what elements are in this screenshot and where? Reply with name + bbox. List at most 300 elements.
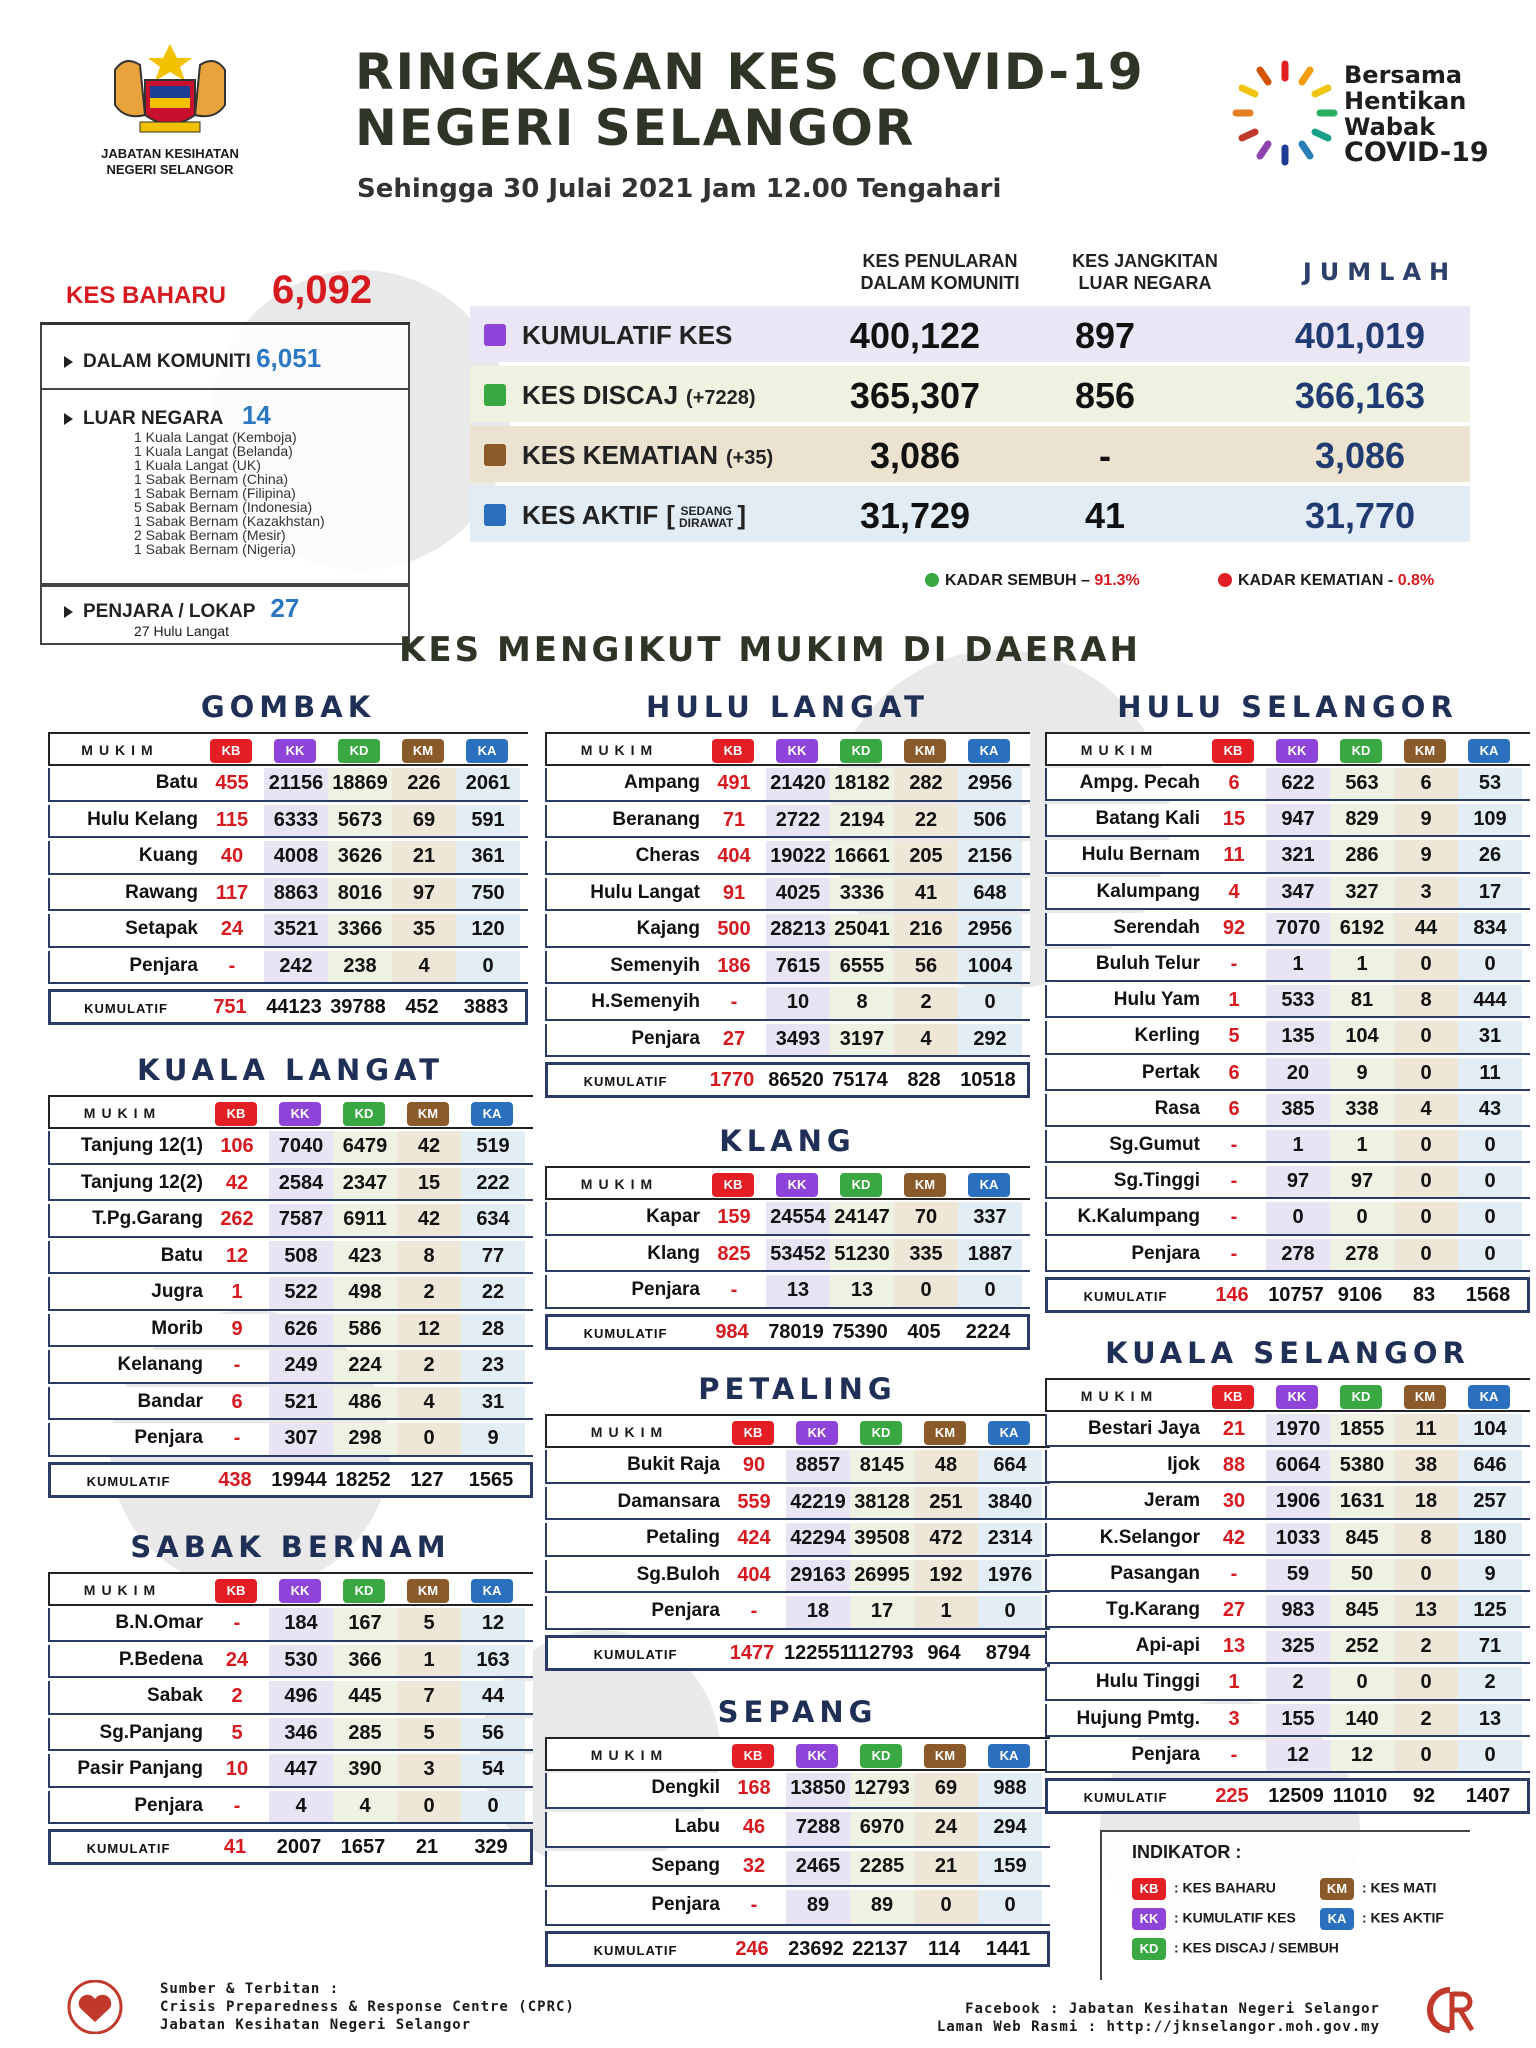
- kk-cell: 3521: [264, 914, 328, 946]
- kb-cell: 40: [220, 845, 244, 867]
- ka-cell: 22: [461, 1277, 525, 1309]
- kd-cell: 224: [333, 1350, 397, 1382]
- summary-row: [470, 486, 1470, 542]
- ka-cell: 11: [1458, 1058, 1522, 1089]
- km-cell: 6: [1394, 768, 1458, 799]
- kk-cell: 622: [1266, 768, 1330, 799]
- ka-cell: 519: [461, 1131, 525, 1163]
- kd-cell: 423: [333, 1241, 397, 1273]
- kd-cell: 38128: [850, 1487, 914, 1519]
- km-cell: 69: [914, 1773, 978, 1807]
- page-subtitle: Sehingga 30 Julai 2021 Jam 12.00 Tengahari: [357, 174, 1002, 204]
- km-cell: 0: [1394, 949, 1458, 980]
- km-cell: 216: [894, 914, 958, 946]
- kk-cell: 28213: [766, 914, 830, 946]
- summary-total-value: 366,163: [1294, 375, 1426, 416]
- kk-cell: 8857: [786, 1450, 850, 1482]
- kk-cell: 1: [1266, 1130, 1330, 1161]
- mukim-name: Sepang: [651, 1855, 720, 1876]
- table-row: [545, 1239, 1030, 1273]
- cumulative-label: KUMULATIF: [1083, 1288, 1168, 1304]
- kk-badge: KK: [279, 1579, 321, 1603]
- color-square-icon: [484, 504, 506, 526]
- mukim-name: Sg.Tinggi: [1113, 1170, 1200, 1192]
- table-row: [48, 1241, 533, 1275]
- cumulative-row: [48, 989, 528, 1025]
- kd-cell: 338: [1330, 1094, 1394, 1125]
- cumulative-label: KUMULATIF: [593, 1646, 678, 1662]
- km-cell: 0: [1394, 1021, 1458, 1052]
- mukim-name: Kalumpang: [1096, 880, 1200, 902]
- mukim-name: Cheras: [635, 845, 700, 866]
- department-name: JABATAN KESIHATAN NEGERI SELANGOR: [101, 146, 239, 177]
- table-row: [1045, 877, 1530, 910]
- table-row: [48, 805, 528, 839]
- mukim-header: MUKIM: [580, 1176, 659, 1192]
- mukim-name: Buluh Telur: [1095, 953, 1200, 974]
- mukim-name: Penjara: [651, 1600, 720, 1621]
- kk-cell: 135: [1266, 1021, 1330, 1052]
- kb-cell: -: [233, 1794, 241, 1817]
- kb-cell: -: [1230, 1170, 1238, 1193]
- new-cases-label: KES BAHARU: [66, 282, 227, 309]
- table-row: [1045, 1239, 1530, 1272]
- table-row: [545, 1812, 1050, 1848]
- km-cell: 4: [392, 951, 456, 983]
- kd-cell: 3336: [830, 878, 894, 910]
- km-cell: 56: [894, 951, 958, 983]
- table-row: [1045, 913, 1530, 946]
- mukim-name: P.Bedena: [118, 1648, 203, 1670]
- kb-cell: 21: [1222, 1418, 1246, 1440]
- kk-cell: 1: [1266, 949, 1330, 980]
- kk-cell: 20: [1266, 1058, 1330, 1089]
- ka-cell: 2156: [958, 841, 1022, 873]
- cumulative-km-cell: 452: [405, 996, 439, 1018]
- cumulative-label: KUMULATIF: [1083, 1790, 1168, 1805]
- ka-cell: 2061: [456, 768, 520, 800]
- kd-cell: 12793: [850, 1773, 914, 1807]
- cumulative-ka-cell: 2224: [965, 1320, 1011, 1343]
- km-cell: 251: [914, 1487, 978, 1519]
- ka-cell: 222: [461, 1168, 525, 1200]
- table-row: [48, 841, 528, 875]
- facebook-link[interactable]: Facebook : Jabatan Kesihatan Negeri Selangor: [965, 2001, 1380, 2017]
- km-cell: 12: [397, 1314, 461, 1346]
- kd-cell: 81: [1330, 985, 1394, 1016]
- community-cases-value: 6,051: [256, 343, 322, 373]
- kk-cell: 533: [1266, 985, 1330, 1016]
- table-row: [48, 1387, 533, 1421]
- kk-cell: 13: [766, 1275, 830, 1307]
- ka-cell: 0: [456, 951, 520, 983]
- prison-cases-note: 27 Hulu Langat: [134, 623, 229, 639]
- kd-cell: 238: [328, 951, 392, 983]
- kd-cell: 89: [850, 1890, 914, 1924]
- table-row: [48, 1277, 533, 1311]
- kk-cell: 7040: [269, 1131, 333, 1163]
- cumulative-km-cell: 92: [1412, 1785, 1436, 1807]
- km-cell: 21: [914, 1851, 978, 1885]
- kk-cell: 13850: [786, 1773, 850, 1807]
- kd-cell: 140: [1330, 1704, 1394, 1735]
- kb-cell: 6: [1228, 1061, 1240, 1084]
- table-row: [1045, 949, 1530, 982]
- table-row: [1045, 985, 1530, 1018]
- km-cell: 9: [1394, 804, 1458, 835]
- page-title: RINGKASAN KES COVID-19 NEGERI SELANGOR: [355, 43, 1145, 157]
- table-header: [545, 1737, 1050, 1771]
- kk-cell: 24554: [766, 1202, 830, 1234]
- mukim-name: Hulu Yam: [1113, 989, 1200, 1011]
- prison-cases-value: 27: [270, 593, 300, 623]
- kk-cell: 626: [269, 1314, 333, 1346]
- mukim-name: Penjara: [1131, 1242, 1200, 1264]
- kd-badge: KD: [840, 1173, 882, 1197]
- district-name: KUALA SELANGOR: [1105, 1336, 1470, 1370]
- kd-cell: 6555: [830, 951, 894, 983]
- section-title: KES MENGIKUT MUKIM DI DAERAH: [399, 630, 1141, 670]
- kd-cell: 0: [1330, 1202, 1394, 1233]
- bullet-icon: [64, 606, 73, 618]
- table-row: [545, 878, 1030, 912]
- km-cell: 42: [397, 1131, 461, 1163]
- legend-item-kb: KB : KES BAHARU: [1132, 1878, 1276, 1900]
- website-link[interactable]: Laman Web Rasmi : http://jknselangor.moh.gov.my: [936, 2019, 1380, 2035]
- cumulative-kb-cell: 246: [735, 1938, 769, 1960]
- ka-cell: 591: [456, 805, 520, 837]
- cumulative-ka-cell: 10518: [960, 1069, 1016, 1091]
- district-name: HULU SELANGOR: [1117, 690, 1458, 724]
- km-cell: 24: [914, 1812, 978, 1846]
- kk-cell: 508: [269, 1241, 333, 1273]
- kb-cell: -: [750, 1894, 758, 1916]
- kd-cell: 3626: [328, 841, 392, 873]
- ka-badge: KA: [988, 1421, 1030, 1445]
- kd-cell: 1: [1330, 949, 1394, 980]
- cumulative-kk-cell: 10757: [1268, 1283, 1324, 1306]
- ka-cell: 56: [461, 1718, 525, 1750]
- table-row: [545, 1851, 1050, 1887]
- kk-cell: 3493: [766, 1024, 830, 1056]
- kb-cell: 1: [1228, 989, 1240, 1012]
- mukim-name: Ampg. Pecah: [1079, 772, 1200, 793]
- km-cell: 1: [397, 1645, 461, 1677]
- kd-cell: 17: [850, 1596, 914, 1628]
- kb-cell: 825: [717, 1242, 751, 1265]
- mukim-name: Ijok: [1167, 1454, 1200, 1476]
- kk-cell: 8863: [264, 878, 328, 910]
- ka-cell: 159: [978, 1851, 1042, 1885]
- km-badge: KM: [924, 1421, 966, 1445]
- kk-cell: 10: [766, 987, 830, 1019]
- cumulative-kb-cell: 984: [715, 1320, 749, 1343]
- cumulative-km-cell: 114: [927, 1938, 961, 1960]
- summary-row: [470, 366, 1470, 422]
- ka-cell: 12: [461, 1608, 525, 1640]
- mukim-header: MUKIM: [83, 1582, 162, 1598]
- ka-cell: 31: [1458, 1021, 1522, 1052]
- km-cell: 2: [397, 1277, 461, 1309]
- kb-cell: 4: [1228, 880, 1240, 903]
- cumulative-row: [545, 1314, 1030, 1350]
- footer-contact: [850, 2000, 1380, 2036]
- kb-badge: KB: [1212, 739, 1254, 763]
- cumulative-ka-cell: 1568: [1465, 1283, 1511, 1306]
- kb-cell: 159: [717, 1206, 751, 1228]
- kk-cell: 2: [1266, 1667, 1330, 1698]
- ka-cell: 13: [1458, 1704, 1522, 1735]
- ka-cell: 646: [1458, 1450, 1522, 1481]
- table-row: [545, 1450, 1050, 1484]
- ka-cell: 292: [958, 1024, 1022, 1056]
- kb-cell: 559: [737, 1490, 771, 1513]
- kd-cell: 390: [333, 1754, 397, 1786]
- kd-cell: 12: [1330, 1740, 1394, 1771]
- overseas-cases-box: [40, 390, 410, 585]
- mukim-name: Pasangan: [1110, 1562, 1200, 1584]
- kb-cell: 106: [220, 1135, 254, 1157]
- km-cell: 97: [392, 878, 456, 910]
- mukim-name: Ampang: [624, 772, 700, 793]
- table-header: [545, 1166, 1030, 1200]
- table-row: [48, 1681, 533, 1715]
- kd-cell: 829: [1330, 804, 1394, 835]
- mukim-name: Jeram: [1144, 1490, 1200, 1512]
- cumulative-kd-cell: 75390: [832, 1320, 888, 1343]
- table-row: [545, 1523, 1050, 1557]
- ka-badge: KA: [1468, 739, 1510, 763]
- kk-cell: 6064: [1266, 1450, 1330, 1481]
- kk-cell: 7587: [269, 1204, 333, 1236]
- cumulative-ka-cell: 3883: [463, 996, 509, 1018]
- km-cell: 2: [1394, 1631, 1458, 1662]
- kb-badge: KB: [732, 1421, 774, 1445]
- kk-cell: 59: [1266, 1559, 1330, 1590]
- kk-cell: 321: [1266, 840, 1330, 871]
- table-row: [1045, 1414, 1530, 1447]
- cumulative-kk-cell: 86520: [768, 1069, 824, 1091]
- ka-badge: KA: [1468, 1385, 1510, 1409]
- kb-cell: 24: [225, 1648, 249, 1671]
- mukim-name: Penjara: [134, 1794, 203, 1816]
- table-row: [545, 1560, 1050, 1594]
- kd-cell: 586: [333, 1314, 397, 1346]
- table-row: [1045, 1523, 1530, 1556]
- kb-cell: 32: [742, 1855, 766, 1877]
- km-cell: 18: [1394, 1486, 1458, 1517]
- cumulative-row: [545, 1931, 1050, 1967]
- table-header: [48, 1572, 533, 1606]
- cumulative-kb-cell: 1770: [709, 1069, 755, 1091]
- cumulative-kb-cell: 1477: [729, 1641, 775, 1664]
- color-square-icon: [484, 384, 506, 406]
- km-cell: 0: [894, 1275, 958, 1307]
- table-row: [48, 1350, 533, 1384]
- kk-cell: 97: [1266, 1166, 1330, 1197]
- table-row: [545, 1024, 1030, 1058]
- mukim-name: Dengkil: [651, 1777, 720, 1798]
- kd-cell: 18182: [830, 768, 894, 800]
- cumulative-ka-cell: 1407: [1465, 1785, 1511, 1807]
- km-badge: KM: [402, 739, 444, 763]
- col-community-header: KES PENULARAN DALAM KOMUNITI: [860, 251, 1020, 293]
- table-header: [1045, 732, 1530, 766]
- community-cases-row: DALAM KOMUNITI 6,051: [64, 343, 321, 374]
- col-overseas-header: KES JANGKITAN LUAR NEGARA: [1072, 251, 1218, 293]
- table-row: [1045, 1094, 1530, 1127]
- kb-cell: -: [233, 1354, 241, 1376]
- kk-badge: KK: [776, 739, 818, 763]
- table-row: [1045, 1130, 1530, 1163]
- kk-cell: 4: [269, 1791, 333, 1823]
- kd-cell: 8: [830, 987, 894, 1019]
- kb-cell: -: [228, 954, 236, 977]
- kb-cell: -: [1230, 1743, 1238, 1766]
- kd-cell: 6192: [1330, 913, 1394, 944]
- km-cell: 0: [1394, 1740, 1458, 1771]
- table-row: [545, 1202, 1030, 1236]
- km-cell: 22: [894, 805, 958, 837]
- kb-cell: -: [233, 1427, 241, 1449]
- mukim-name: Tanjung 12(2): [80, 1171, 203, 1193]
- ka-cell: 2: [1458, 1667, 1522, 1698]
- kb-cell: 15: [1222, 808, 1246, 831]
- table-header: [48, 732, 528, 766]
- kd-cell: 104: [1330, 1021, 1394, 1052]
- km-cell: 35: [392, 914, 456, 946]
- district-name: SEPANG: [717, 1695, 878, 1729]
- kk-cell: 7070: [1266, 913, 1330, 944]
- ka-cell: 648: [958, 878, 1022, 910]
- table-row: [48, 1791, 533, 1825]
- mukim-header: MUKIM: [83, 1105, 162, 1121]
- kk-cell: 4025: [766, 878, 830, 910]
- list-item: 1 Kuala Langat (Belanda): [134, 443, 293, 459]
- mukim-name: Penjara: [129, 954, 198, 976]
- table-row: [545, 1890, 1050, 1926]
- kb-cell: 88: [1222, 1454, 1246, 1477]
- ka-cell: 1004: [958, 951, 1022, 983]
- kb-cell: 455: [215, 772, 249, 794]
- km-cell: 69: [392, 805, 456, 837]
- kd-cell: 285: [333, 1718, 397, 1750]
- cumulative-kk-cell: 122551: [784, 1641, 851, 1664]
- table-row: [1045, 804, 1530, 837]
- ka-cell: 0: [1458, 1130, 1522, 1161]
- table-row: [48, 768, 528, 802]
- ka-cell: 294: [978, 1812, 1042, 1846]
- mukim-name: Setapak: [125, 918, 198, 939]
- ka-cell: 0: [461, 1791, 525, 1823]
- km-cell: 0: [1394, 1130, 1458, 1161]
- km-badge: KM: [904, 1173, 946, 1197]
- cprc-logo-icon: [1420, 1982, 1490, 2038]
- ka-cell: 53: [1458, 768, 1522, 799]
- kd-cell: 9: [1330, 1058, 1394, 1089]
- kk-cell: 249: [269, 1350, 333, 1382]
- km-cell: 0: [1394, 1559, 1458, 1590]
- kb-badge: KB: [1212, 1385, 1254, 1409]
- kk-badge: KK: [279, 1102, 321, 1126]
- district-name: KUALA LANGAT: [136, 1053, 445, 1087]
- kd-badge: KD: [1340, 739, 1382, 763]
- mukim-name: Damansara: [617, 1490, 720, 1512]
- kb-cell: 5: [1228, 1025, 1240, 1048]
- kb-cell: 9: [231, 1317, 243, 1340]
- km-cell: 9: [1394, 840, 1458, 871]
- cumulative-km-cell: 828: [907, 1069, 941, 1091]
- mukim-name: Penjara: [1131, 1743, 1200, 1765]
- list-item: 1 Sabak Bernam (Nigeria): [134, 541, 296, 557]
- col-total-header: JUMLAH: [1302, 258, 1458, 286]
- ka-cell: 988: [978, 1773, 1042, 1807]
- color-square-icon: [484, 324, 506, 346]
- kk-cell: 4008: [264, 841, 328, 873]
- cumulative-kb-cell: 438: [218, 1468, 252, 1491]
- summary-community-value: 31,729: [859, 495, 971, 536]
- cumulative-ka-cell: 8794: [985, 1641, 1031, 1664]
- km-cell: 70: [894, 1202, 958, 1234]
- community-cases-box: [40, 325, 410, 390]
- kb-badge: KB: [215, 1579, 257, 1603]
- kk-cell: 325: [1266, 1631, 1330, 1662]
- mukim-name: Penjara: [631, 1279, 700, 1300]
- ka-cell: 43: [1458, 1094, 1522, 1125]
- summary-total-value: 31,770: [1304, 495, 1416, 536]
- people-circle-icon: [1230, 58, 1340, 168]
- ka-cell: 0: [958, 987, 1022, 1019]
- km-cell: 226: [392, 768, 456, 800]
- prison-cases-row: PENJARA / LOKAP 27: [64, 593, 299, 624]
- ka-cell: 109: [1458, 804, 1522, 835]
- km-cell: 472: [914, 1523, 978, 1555]
- km-cell: 4: [894, 1024, 958, 1056]
- km-cell: 8: [1394, 985, 1458, 1016]
- kk-badge: KK: [1276, 739, 1318, 763]
- kd-cell: 5380: [1330, 1450, 1394, 1481]
- kb-cell: 5: [231, 1721, 243, 1744]
- km-cell: 21: [392, 841, 456, 873]
- cumulative-kd-cell: 22137: [852, 1938, 908, 1960]
- kd-cell: 50: [1330, 1559, 1394, 1590]
- kk-cell: 530: [269, 1645, 333, 1677]
- mukim-name: Penjara: [651, 1894, 720, 1915]
- km-cell: 0: [1394, 1667, 1458, 1698]
- kd-cell: 5673: [328, 805, 392, 837]
- km-cell: 15: [397, 1168, 461, 1200]
- kd-cell: 252: [1330, 1631, 1394, 1662]
- kd-cell: 1: [1330, 1130, 1394, 1161]
- mukim-name: Bukit Raja: [627, 1454, 720, 1475]
- kk-cell: 18: [786, 1596, 850, 1628]
- ka-cell: 0: [958, 1275, 1022, 1307]
- mukim-header: MUKIM: [590, 1424, 669, 1440]
- table-row: [545, 1596, 1050, 1630]
- cumulative-label: KUMULATIF: [86, 1473, 171, 1489]
- table-row: [1045, 768, 1530, 801]
- ka-cell: 0: [1458, 1202, 1522, 1233]
- summary-row-label: KES DISCAJ (+7228): [522, 380, 756, 410]
- kd-cell: 845: [1330, 1595, 1394, 1626]
- kb-cell: 491: [717, 772, 751, 794]
- cumulative-kd-cell: 1657: [340, 1836, 386, 1858]
- overseas-cases-row: LUAR NEGARA 14: [64, 400, 271, 431]
- kk-cell: 19022: [766, 841, 830, 873]
- mukim-name: Batu: [160, 1244, 203, 1266]
- mukim-name: Penjara: [134, 1427, 203, 1448]
- campaign-logo: [1230, 58, 1520, 168]
